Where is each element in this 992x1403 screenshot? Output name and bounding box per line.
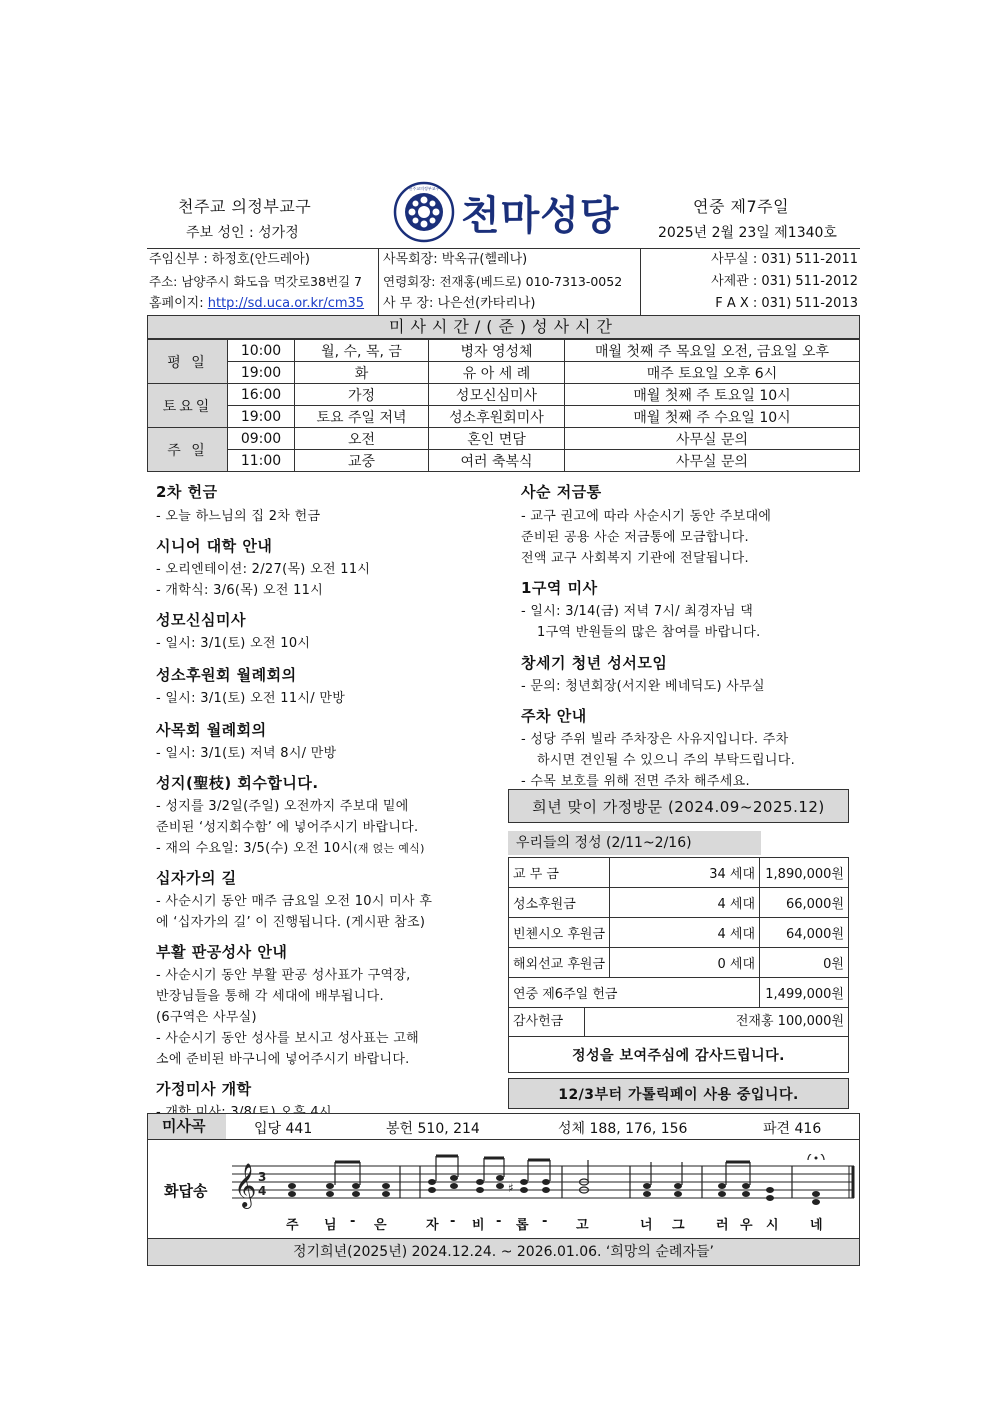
liturgical-week: 연중 제7주일 (693, 197, 790, 216)
section-text (156, 838, 486, 859)
lyric-syllable: 러 (716, 1218, 729, 1233)
weekday-label: 평 일 (148, 340, 228, 384)
offering-label: 감사헌금 (509, 1007, 585, 1036)
table-row (148, 384, 860, 406)
section-text: - 성지를 3/2일(주일) 오전까지 주보대 밑에 (156, 799, 409, 814)
table-row (509, 978, 849, 1008)
section-text: - 사순시기 동안 부활 판공 성사표가 구역장, (156, 968, 411, 983)
svg-text:𝄞: 𝄞 (234, 1163, 257, 1207)
section-title: 사목회 월례회의 (156, 721, 267, 739)
saturday-label: 토요일 (148, 384, 228, 428)
offering-amount: 1,499,000원 (760, 978, 849, 1008)
hymn-communion: 성체 188, 176, 156 (558, 1121, 688, 1137)
sacrament-time: 사무실 문의 (565, 450, 860, 472)
hymn-sending: 파견 416 (763, 1121, 822, 1137)
lyric-syllable: 주 (286, 1218, 299, 1233)
sacrament-name: 혼인 면담 (429, 428, 565, 450)
offering-label: 성소후원금 (509, 888, 610, 918)
section-title: 시니어 대학 안내 (156, 537, 273, 555)
section-text: - 오리엔테이션: 2/27(목) 오전 11시 (156, 562, 371, 577)
mass-desc: 가정 (295, 384, 429, 406)
contact-row (147, 249, 860, 271)
section-text: (6구역은 사무실) (156, 1010, 257, 1025)
section-text: - 문의: 청년회장(서지완 베네딕도) 사무실 (521, 679, 765, 694)
section-text: - 수목 보호를 위해 전면 주차 해주세요. (521, 774, 750, 789)
mass-desc: 교중 (295, 450, 429, 472)
section-title: 성소후원회 월례회의 (156, 666, 297, 684)
hymn-label: 미사곡 (148, 1114, 226, 1139)
homepage (147, 293, 379, 315)
section-title: 1구역 미사 (521, 579, 598, 597)
offering-count: 34 세대 (610, 858, 760, 888)
section-text: - 일시: 3/14(금) 저녁 7시/ 최경자님 댁 (521, 604, 754, 619)
contact-row (147, 271, 860, 293)
section-text: - 사순시기 동안 성사를 보시고 성사표는 고해 (156, 1031, 420, 1046)
offering-count: 0 세대 (610, 948, 760, 978)
offering-thanks-note: 정성을 보여주심에 감사드립니다. (508, 1037, 849, 1073)
svg-text:♯: ♯ (508, 1181, 514, 1195)
hymn-bar (147, 1113, 860, 1140)
mass-desc: 오전 (295, 428, 429, 450)
lyric-syllable: 롭 (516, 1218, 529, 1233)
lyric-syllable: - (542, 1214, 548, 1229)
offering-table (508, 857, 849, 1008)
psalm-music-notation (232, 1154, 858, 1216)
table-row (148, 362, 860, 384)
offering-label: 해외선교 후원금 (509, 948, 610, 978)
left-column (156, 481, 486, 1123)
lyric-syllable: 네 (810, 1218, 823, 1233)
table-row (148, 428, 860, 450)
sacrament-name: 성모신심미사 (429, 384, 565, 406)
lyric-syllable: 우 (740, 1218, 753, 1233)
section-title: 십자가의 길 (156, 869, 237, 887)
table-row (509, 888, 849, 918)
hymn-offertory: 봉헌 510, 214 (386, 1121, 480, 1137)
rectory-phone: 사제관 : 031) 511-2012 (711, 274, 858, 289)
contact-row (147, 293, 860, 315)
diocese-seal-icon (393, 181, 455, 243)
psalm-staff-area (147, 1140, 860, 1238)
sacrament-name: 병자 영성체 (429, 340, 565, 362)
patron-saint: 주보 성인 : 성가정 (186, 225, 299, 241)
section-text: - 개학식: 3/6(목) 오전 11시 (156, 583, 324, 598)
lyric-syllable: 고 (576, 1218, 589, 1233)
section-text: - 성당 주위 빌라 주차장은 사유지입니다. 주차 (521, 732, 789, 747)
svg-text:4: 4 (258, 1184, 267, 1198)
svg-text:3: 3 (258, 1170, 267, 1184)
sacrament-time: 매월 첫째 주 토요일 10시 (565, 384, 860, 406)
offering-count: 4 세대 (610, 918, 760, 948)
section-text: 전액 교구 사회복지 기관에 전달됩니다. (521, 551, 749, 566)
address: 주소: 남양주시 화도읍 먹갓로38번길 7 (147, 271, 379, 293)
contact-info-table (147, 248, 860, 316)
lyric-syllable: - (496, 1214, 502, 1229)
homepage-label: 홈페이지: (149, 296, 208, 311)
section-title: 성모신심미사 (156, 611, 246, 629)
jubilee-visit-box: 희년 맞이 가정방문 (2024.09~2025.12) (508, 789, 849, 823)
offering-count: 4 세대 (610, 888, 760, 918)
sacrament-name: 여러 축복식 (429, 450, 565, 472)
table-row (148, 450, 860, 472)
offering-amount: 전재홍 100,000원 (735, 1014, 844, 1029)
section-text: - 교구 권고에 따라 사순시기 동안 주보대에 (521, 509, 772, 524)
psalm-lyrics (148, 1214, 859, 1234)
sacrament-time: 매주 토요일 오후 6시 (565, 362, 860, 384)
pastor-name: 주임신부 : 하정호(안드레아) (147, 249, 379, 271)
section-text: 에 ‘십자가의 길’ 이 진행됩니다. (게시판 참조) (156, 915, 426, 930)
section-title: 주차 안내 (521, 707, 587, 725)
jubilee-footer: 정기희년(2025년) 2024.12.24. ~ 2026.01.06. ‘희망의 순례자들’ (147, 1238, 860, 1266)
lyric-syllable: 너 (640, 1218, 653, 1233)
section-text: - 일시: 3/1(토) 오전 10시 (156, 636, 311, 651)
svg-text:천주교의정부교구: 천주교의정부교구 (408, 186, 440, 191)
mass-time: 11:00 (228, 450, 295, 472)
mass-time: 19:00 (228, 406, 295, 428)
office-manager: 사 무 장: 나은선(카타리나) (379, 293, 641, 315)
mass-desc: 월, 수, 목, 금 (295, 340, 429, 362)
fax-number: F A X : 031) 511-2013 (715, 296, 858, 311)
homepage-link[interactable]: http://sd.uca.or.kr/cm35 (207, 296, 365, 311)
lyric-syllable: - (450, 1214, 456, 1229)
mass-time: 09:00 (228, 428, 295, 450)
lyric-syllable: 은 (374, 1218, 387, 1233)
offering-label: 교 무 금 (509, 858, 610, 888)
mass-time: 10:00 (228, 340, 295, 362)
offering-label: 연중 제6주일 헌금 (509, 978, 760, 1008)
mass-time: 16:00 (228, 384, 295, 406)
church-logo (393, 181, 620, 243)
sacrament-time: 매월 첫째 주 목요일 오전, 금요일 오후 (565, 340, 860, 362)
offering-title: 우리들의 정성 (2/11~2/16) (508, 831, 761, 855)
mass-desc: 화 (295, 362, 429, 384)
thanks-offering-row (508, 1007, 849, 1037)
section-title: 창세기 청년 성서모임 (521, 654, 668, 672)
table-row (148, 406, 860, 428)
section-text: 소에 준비된 바구니에 넣어주시기 바랍니다. (156, 1052, 410, 1067)
mass-schedule-title: 미사시간/(준)성사시간 (147, 315, 860, 339)
section-text: 반장님들을 통해 각 세대에 배부됩니다. (156, 989, 384, 1004)
section-title: 성지(聖枝) 회수합니다. (156, 774, 319, 792)
ash-wednesday-text: - 재의 수요일: 3/5(수) 오전 10시 (156, 841, 354, 856)
table-row (148, 340, 860, 362)
section-text: - 오늘 하느님의 집 2차 헌금 (156, 509, 321, 524)
mass-schedule-table (147, 339, 860, 472)
issue-date: 2025년 2월 23일 제1340호 (658, 225, 837, 241)
section-text: 하시면 견인될 수 있으니 주의 부탁드립니다. (537, 753, 796, 768)
office-phone: 사무실 : 031) 511-2011 (711, 252, 858, 267)
psalm-label: 화답송 (164, 1182, 208, 1200)
lyric-syllable: 님 (324, 1218, 337, 1233)
section-text: - 사순시기 동안 매주 금요일 오전 10시 미사 후 (156, 894, 433, 909)
lyric-syllable: 자 (426, 1218, 439, 1233)
catholic-pay-box: 12/3부터 가톨릭페이 사용 중입니다. (508, 1078, 849, 1109)
sacrament-name: 성소후원회미사 (429, 406, 565, 428)
sacrament-time: 사무실 문의 (565, 428, 860, 450)
section-text: 준비된 ‘성지회수함’ 에 넣어주시기 바랍니다. (156, 820, 419, 835)
offering-amount: 66,000원 (760, 888, 849, 918)
offering-amount: 0원 (760, 948, 849, 978)
section-text: 1구역 반원들의 많은 참여를 바랍니다. (537, 625, 761, 640)
hymn-entrance: 입당 441 (254, 1121, 313, 1137)
right-column (521, 481, 856, 792)
section-text: 준비된 공용 사순 저금통에 모금합니다. (521, 530, 749, 545)
section-title: 사순 저금통 (521, 483, 602, 501)
section-text: - 일시: 3/1(토) 오전 11시/ 만방 (156, 691, 346, 706)
section-title: 2차 헌금 (156, 483, 218, 501)
offering-label: 빈첸시오 후원금 (509, 918, 610, 948)
sacrament-name: 유 아 세 례 (429, 362, 565, 384)
table-row (509, 948, 849, 978)
lyric-syllable: 비 (472, 1218, 485, 1233)
section-title: 가정미사 개학 (156, 1080, 252, 1098)
table-row (509, 858, 849, 888)
mass-time: 19:00 (228, 362, 295, 384)
offering-amount: 64,000원 (760, 918, 849, 948)
ash-wednesday-note: (재 얹는 예식) (353, 842, 425, 855)
sacrament-time: 매월 첫째 주 수요일 10시 (565, 406, 860, 428)
sunday-label: 주 일 (148, 428, 228, 472)
mass-desc: 토요 주일 저녁 (295, 406, 429, 428)
section-text: - 일시: 3/1(토) 저녁 8시/ 만방 (156, 746, 337, 761)
lyric-syllable: - (350, 1214, 356, 1229)
section-title: 부활 판공성사 안내 (156, 943, 288, 961)
funeral-committee-president: 연령회장: 전재홍(베드로) 010-7313-0052 (379, 271, 641, 293)
diocese-name: 천주교 의정부교구 (178, 197, 312, 216)
lyric-syllable: 그 (672, 1218, 685, 1233)
offering-amount: 1,890,000원 (760, 858, 849, 888)
lyric-syllable: 시 (766, 1218, 779, 1233)
table-row (509, 918, 849, 948)
church-title: 천마성당 (461, 192, 620, 239)
council-president: 사목회장: 박옥규(헬레나) (379, 249, 641, 271)
